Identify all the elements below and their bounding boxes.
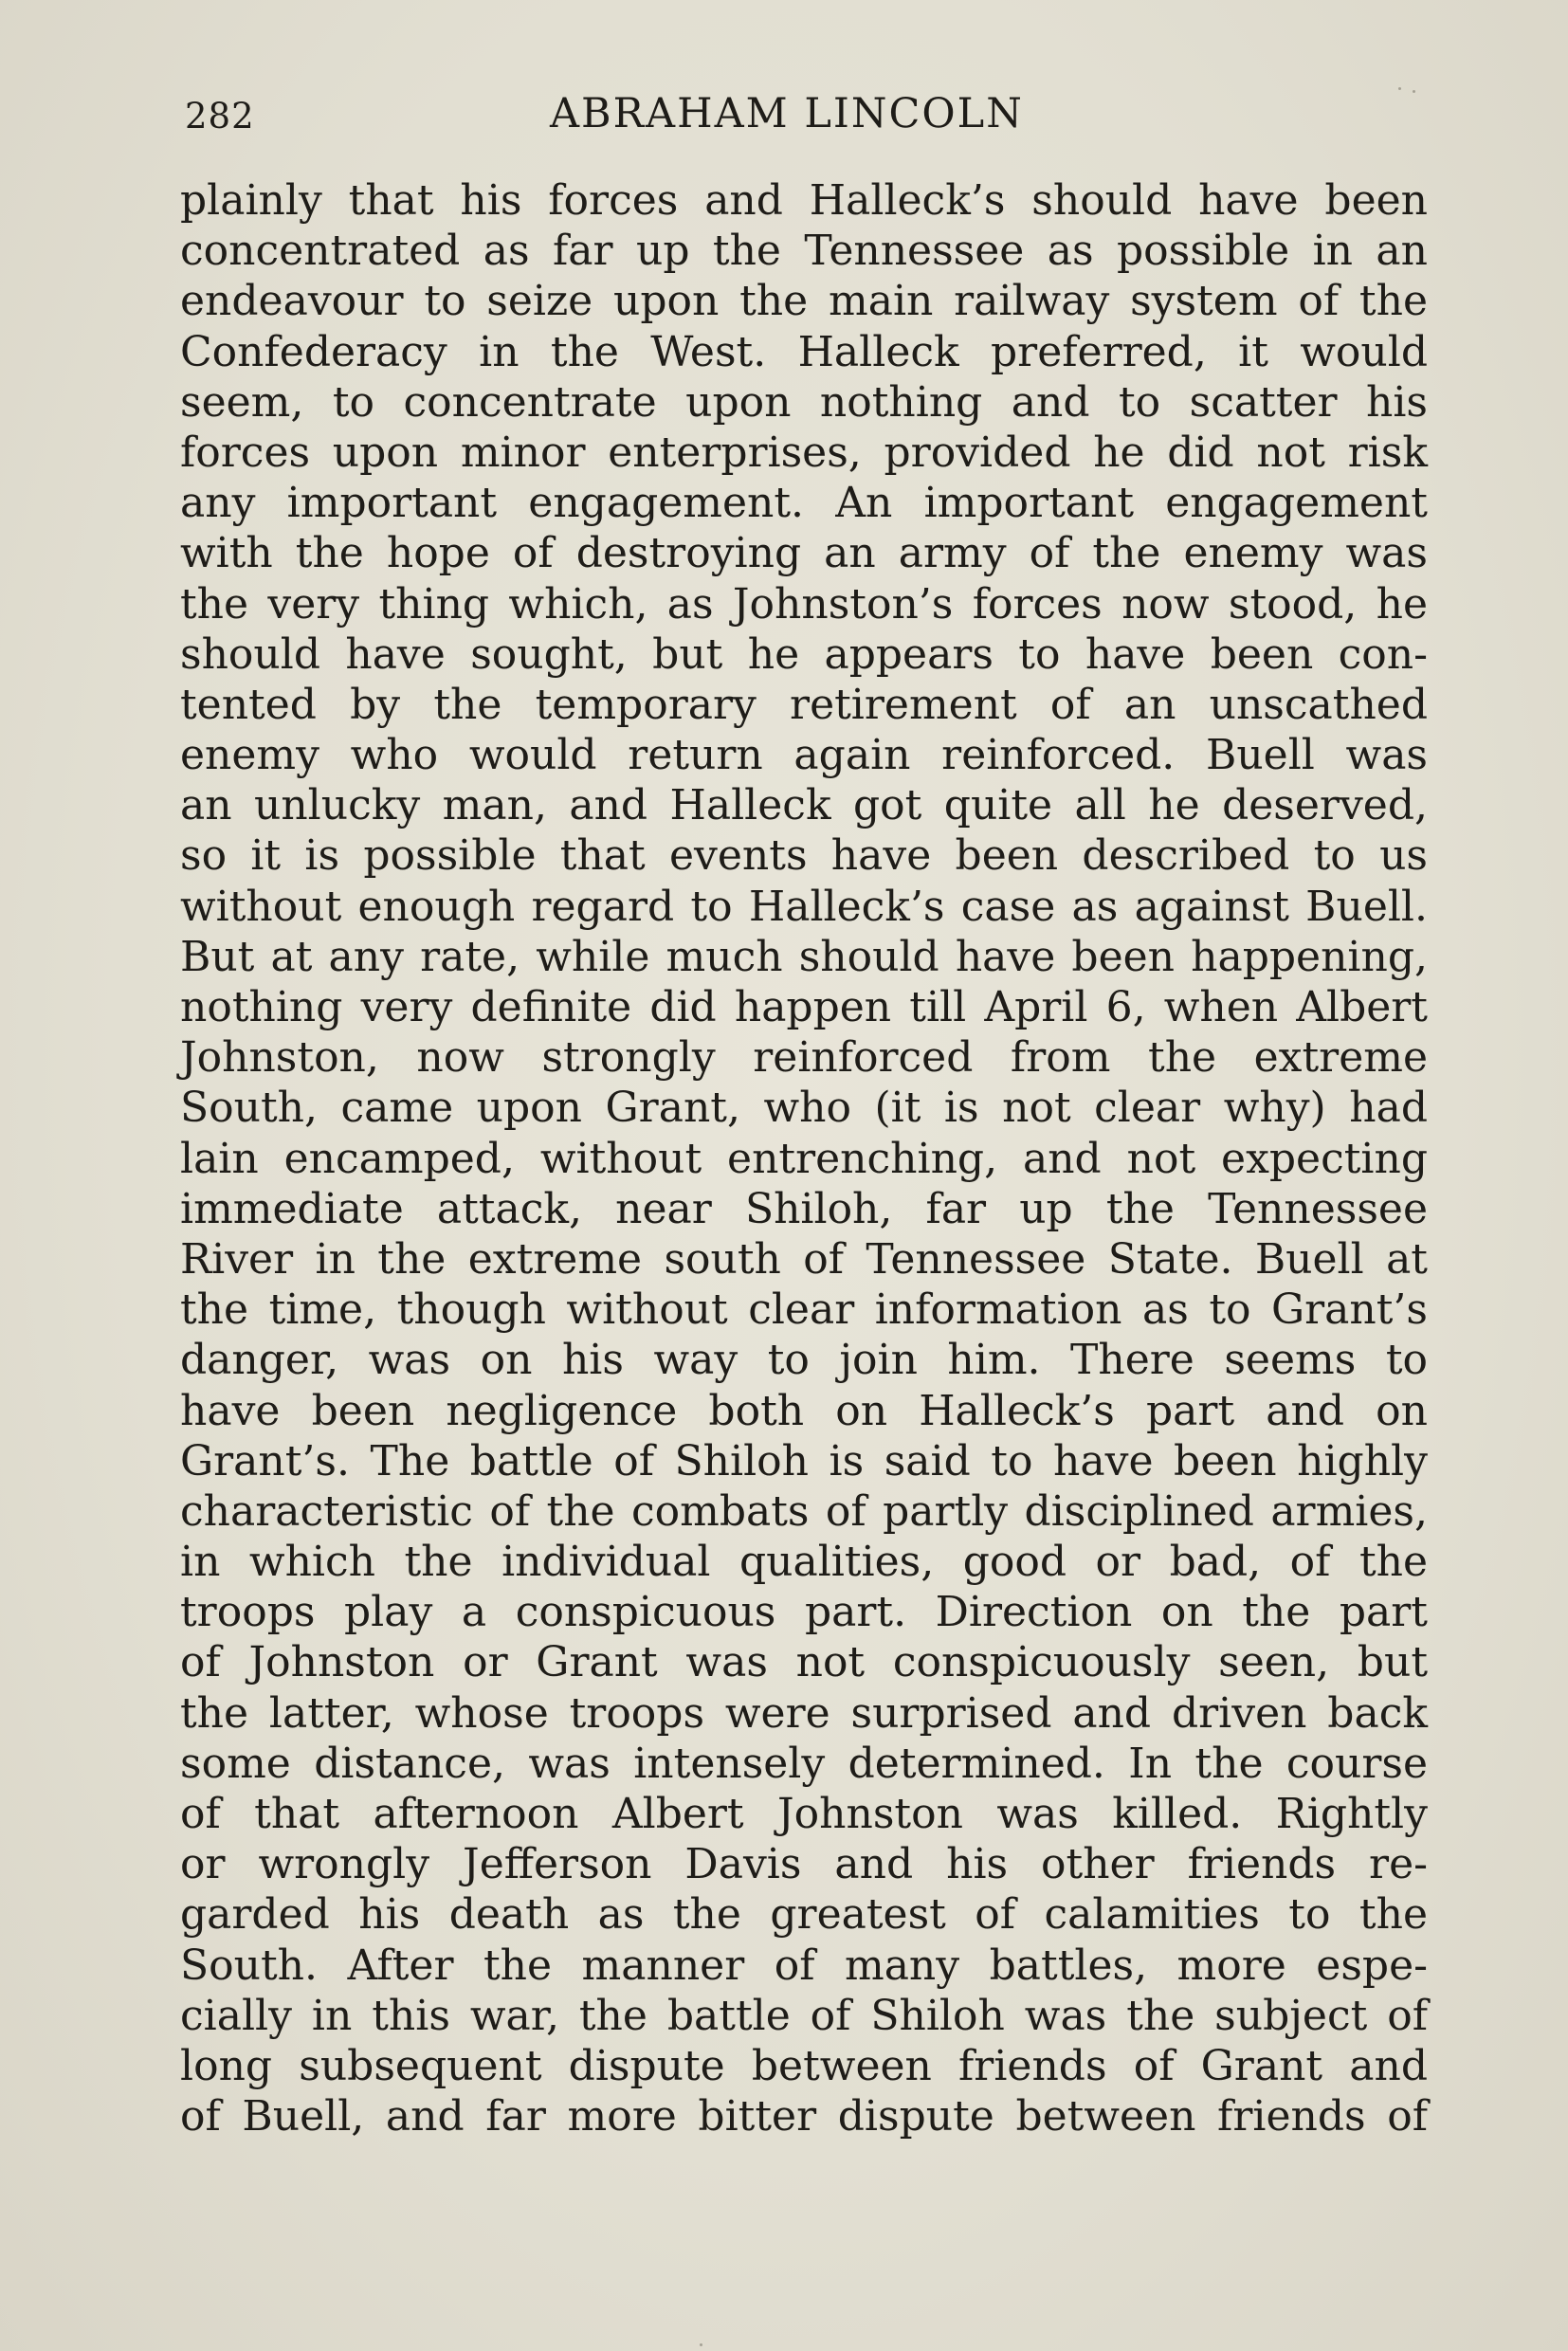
text-line: of Buell, and far more bitter dispute between friends of — [180, 2092, 1428, 2141]
text-line: of Johnston or Grant was not conspicuously seen, but — [180, 1638, 1428, 1687]
text-line: in which the individual qualities, good or bad, of the — [180, 1538, 1428, 1587]
text-line: River in the extreme south of Tennessee State. Buell at — [180, 1234, 1428, 1284]
text-line: long subsequent dispute between friends of Grant and — [180, 2041, 1428, 2090]
text-line: tented by the temporary retirement of an unscathed — [180, 680, 1428, 729]
text-line: without enough regard to Halleck’s case as against Buell. — [180, 882, 1428, 931]
text-line: of that afternoon Albert Johnston was killed. Rightly — [180, 1790, 1428, 1838]
text-line: with the hope of destroying an army of the enemy was — [180, 529, 1428, 578]
text-line: some distance, was intensely determined. In the course — [180, 1739, 1428, 1788]
text-line: plainly that his forces and Halleck’s should have been — [180, 176, 1428, 225]
text-line: But at any rate, while much should have been happening, — [180, 932, 1428, 981]
running-title: ABRAHAM LINCOLN — [550, 90, 1024, 137]
text-line: should have sought, but he appears to have been con- — [180, 629, 1428, 679]
text-line: the time, though without clear information as to Grant’s — [180, 1285, 1428, 1335]
paper-speck — [1398, 87, 1401, 90]
body-text — [180, 175, 1428, 2141]
text-line: the very thing which, as Johnston’s forces now stood, he — [180, 579, 1428, 629]
text-line: any important engagement. An important engagement — [180, 479, 1428, 528]
text-line: forces upon minor enterprises, provided he did not risk — [180, 428, 1428, 477]
text-line: or wrongly Jefferson Davis and his other friends re- — [180, 1840, 1428, 1889]
page-number: 282 — [185, 96, 255, 137]
text-line: nothing very definite did happen till April 6, when Albert — [180, 983, 1428, 1031]
text-line: lain encamped, without entrenching, and not expecting — [180, 1134, 1428, 1183]
text-line: garded his death as the greatest of calamities to the — [180, 1890, 1428, 1940]
text-line: South. After the manner of many battles, more espe- — [180, 1941, 1428, 1990]
running-head — [0, 90, 1568, 147]
text-line: South, came upon Grant, who (it is not clear why) had — [180, 1084, 1428, 1133]
text-line: have been negligence both on Halleck’s part and on — [180, 1386, 1428, 1435]
text-line: immediate attack, near Shiloh, far up the Tennessee — [180, 1184, 1428, 1233]
text-line: concentrated as far up the Tennessee as possible in an — [180, 227, 1428, 276]
text-line: Confederacy in the West. Halleck preferred, it would — [180, 327, 1428, 376]
text-line: Grant’s. The battle of Shiloh is said to have been highly — [180, 1436, 1428, 1485]
text-line: endeavour to seize upon the main railway system of the — [180, 277, 1428, 326]
text-line: enemy who would return again reinforced. Buell was — [180, 731, 1428, 780]
text-line: seem, to concentrate upon nothing and to scatter his — [180, 377, 1428, 427]
text-line: an unlucky man, and Halleck got quite all he deserved, — [180, 781, 1428, 830]
text-line: so it is possible that events have been described to us — [180, 831, 1428, 881]
paper-speck — [1413, 90, 1415, 93]
text-line: Johnston, now strongly reinforced from the extreme — [180, 1033, 1428, 1083]
text-line: danger, was on his way to join him. There seems to — [180, 1336, 1428, 1385]
text-line: cially in this war, the battle of Shiloh was the subject of — [180, 1991, 1428, 2040]
text-line: the latter, whose troops were surprised and driven back — [180, 1688, 1428, 1738]
paper-speck — [700, 2343, 702, 2346]
text-line: troops play a conspicuous part. Direction on the part — [180, 1588, 1428, 1637]
text-line: characteristic of the combats of partly disciplined armies, — [180, 1486, 1428, 1536]
